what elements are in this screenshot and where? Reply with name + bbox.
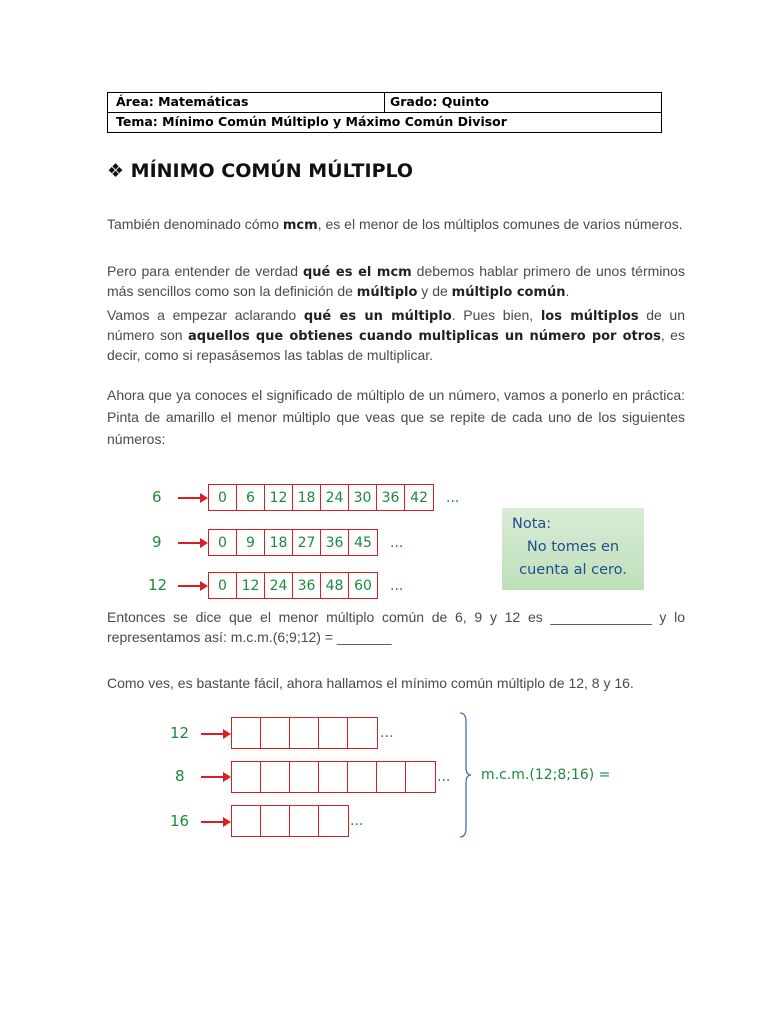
- arrow-icon: [178, 497, 206, 499]
- row-label-9: 9: [152, 533, 162, 551]
- nota-line-2: cuenta al cero.: [519, 562, 627, 578]
- nota-box: [502, 508, 644, 590]
- cell: 27: [293, 530, 321, 555]
- cell: 36: [321, 530, 349, 555]
- empty-cell[interactable]: [261, 806, 290, 836]
- paragraph-5: Entonces se dice que el menor múltiplo común de 6, 9 y 12 es _____________ y lo representamos así: m.c.m.(6;9;12) = _______: [107, 609, 685, 645]
- cell: 36: [293, 573, 321, 598]
- empty-cell[interactable]: [319, 718, 348, 748]
- cell: 12: [237, 573, 265, 598]
- row-dots: ...: [446, 490, 460, 506]
- header-tema: Tema: Mínimo Común Múltiplo y Máximo Común Divisor: [116, 114, 507, 129]
- row-dots: ...: [390, 535, 404, 551]
- exercise-dots: ...: [437, 769, 451, 785]
- cell: 24: [321, 485, 349, 510]
- arrow-icon: [201, 776, 229, 778]
- header-table: [107, 92, 662, 133]
- empty-cell[interactable]: [261, 718, 290, 748]
- arrow-icon: [201, 733, 229, 735]
- cell: 12: [265, 485, 293, 510]
- empty-cell[interactable]: [348, 762, 377, 792]
- cell: 48: [321, 573, 349, 598]
- exercise-row-16: [231, 805, 349, 837]
- empty-cell[interactable]: [348, 718, 377, 748]
- empty-cell[interactable]: [290, 806, 319, 836]
- empty-cell[interactable]: [377, 762, 406, 792]
- empty-cell[interactable]: [406, 762, 435, 792]
- arrow-icon: [178, 585, 206, 587]
- exercise-label-16: 16: [170, 812, 190, 830]
- paragraph-3: Vamos a empezar aclarando qué es un múltiplo. Pues bien, los múltiplos de un número son aquellos que obtienes cuando multiplicas un número por otros, es decir, como si repasásemos las tablas de multiplicar.: [107, 307, 685, 363]
- cell: 9: [237, 530, 265, 555]
- section-title: [107, 160, 413, 182]
- cell: 45: [354, 534, 372, 551]
- arrow-icon: [178, 542, 206, 544]
- header-grado: Grado: Quinto: [390, 94, 490, 109]
- cell: 24: [265, 573, 293, 598]
- row-label-6: 6: [152, 488, 162, 506]
- paragraph-1: También denominado cómo mcm, es el menor de los múltiplos comunes de varios números.: [107, 216, 683, 233]
- multiples-row-9: [208, 529, 378, 556]
- empty-cell[interactable]: [232, 806, 261, 836]
- exercise-row-8: [231, 761, 436, 793]
- exercise-row-12: [231, 717, 378, 749]
- cell: 60: [354, 577, 372, 594]
- cell: 18: [265, 530, 293, 555]
- multiples-row-12: [208, 572, 378, 599]
- paragraph-2: Pero para entender de verdad qué es el mcm debemos hablar primero de unos términos más sencillos como son la definición de múltiplo y de múltiplo común.: [107, 263, 685, 300]
- cell: 36: [377, 485, 405, 510]
- cell: 18: [293, 485, 321, 510]
- header-area: Área: Matemáticas: [108, 93, 385, 112]
- brace-icon: [458, 712, 472, 838]
- empty-cell[interactable]: [232, 762, 261, 792]
- multiples-row-6: [208, 484, 434, 511]
- paragraph-4: Ahora que ya conoces el significado de múltiplo de un número, vamos a ponerlo en práctica: Pinta de amarillo el menor múltiplo que veas que se repite de cada uno de los siguientes números:: [107, 387, 685, 447]
- section-title-text: MÍNIMO COMÚN MÚLTIPLO: [130, 160, 414, 182]
- cell: 42: [410, 489, 428, 506]
- cell: 0: [209, 485, 237, 510]
- empty-cell[interactable]: [290, 762, 319, 792]
- empty-cell[interactable]: [290, 718, 319, 748]
- cell: 6: [237, 485, 265, 510]
- diamond-bullet-icon: ❖: [107, 160, 125, 182]
- mcm-result: m.c.m.(12;8;16) =: [481, 767, 611, 783]
- cell: 0: [209, 530, 237, 555]
- arrow-icon: [201, 821, 229, 823]
- nota-line-1: No tomes en: [526, 539, 620, 555]
- exercise-dots: ...: [350, 813, 364, 829]
- cell: 0: [209, 573, 237, 598]
- exercise-dots: ...: [380, 725, 394, 741]
- empty-cell[interactable]: [319, 806, 348, 836]
- empty-cell[interactable]: [261, 762, 290, 792]
- row-label-12: 12: [148, 576, 168, 594]
- paragraph-6: Como ves, es bastante fácil, ahora hallamos el mínimo común múltiplo de 12, 8 y 16.: [107, 675, 634, 691]
- exercise-label-12: 12: [170, 724, 190, 742]
- empty-cell[interactable]: [319, 762, 348, 792]
- exercise-label-8: 8: [175, 767, 185, 785]
- empty-cell[interactable]: [232, 718, 261, 748]
- nota-title: Nota:: [512, 516, 552, 532]
- cell: 30: [349, 485, 377, 510]
- row-dots: ...: [390, 578, 404, 594]
